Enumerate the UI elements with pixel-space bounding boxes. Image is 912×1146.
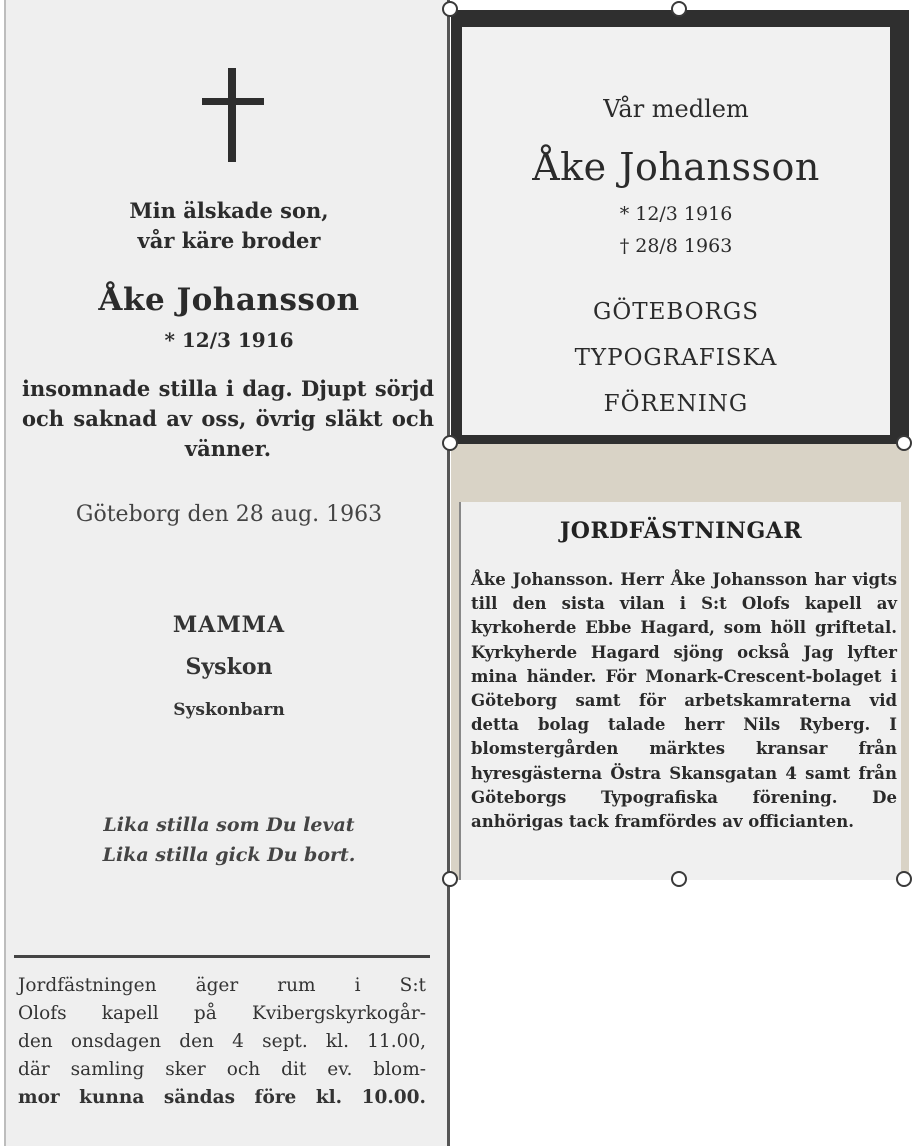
member-died: † 28/8 1963 bbox=[619, 235, 733, 257]
resize-handle-bottom-left[interactable] bbox=[442, 871, 458, 887]
funeral-line: Olofs kapell på Kvibergskyrkogår- bbox=[18, 1003, 426, 1024]
union-notice-frame bbox=[459, 24, 893, 438]
resize-handle-top-left[interactable] bbox=[442, 1, 458, 17]
intro-line-1: Min älskade son, bbox=[129, 198, 329, 223]
intro-line-2: vår käre broder bbox=[137, 228, 321, 253]
organization-name bbox=[462, 289, 890, 427]
org-line-1: GÖTEBORGS bbox=[593, 299, 759, 325]
org-line-3: FÖRENING bbox=[603, 391, 749, 417]
funeral-line: Jordfästningen äger rum i S:t bbox=[18, 975, 426, 996]
resize-handle-top-center[interactable] bbox=[671, 1, 687, 17]
burial-report-clipping bbox=[451, 444, 909, 880]
burial-report-paper bbox=[459, 502, 901, 880]
resize-handle-bottom-center[interactable] bbox=[671, 871, 687, 887]
verse-line-2: Lika stilla gick Du bort. bbox=[102, 844, 356, 866]
verse-line-1: Lika stilla som Du levat bbox=[103, 814, 355, 836]
member-label: Vår medlem bbox=[603, 95, 749, 123]
deceased-name: Åke Johansson bbox=[98, 282, 360, 318]
member-name: Åke Johansson bbox=[532, 145, 820, 189]
notice-intro bbox=[6, 196, 452, 256]
report-headline: JORDFÄSTNINGAR bbox=[559, 518, 803, 544]
notice-text: insomnade stilla i dag. Djupt sörjd och saknad av oss, övrig släkt och vänner. bbox=[22, 376, 434, 461]
member-born: * 12/3 1916 bbox=[619, 203, 733, 225]
union-notice-clipping bbox=[451, 10, 909, 444]
birth-date: * 12/3 1916 bbox=[164, 328, 294, 352]
mourner-syskon: Syskon bbox=[185, 654, 273, 680]
org-line-2: TYPOGRAFISKA bbox=[574, 345, 778, 371]
funeral-line: där samling sker och dit ev. blom- bbox=[18, 1059, 426, 1080]
death-notice-clipping bbox=[4, 0, 450, 1146]
mourner-syskonbarn: Syskonbarn bbox=[173, 700, 285, 720]
funeral-line: den onsdagen den 4 sept. kl. 11.00, bbox=[18, 1031, 426, 1052]
place-date: Göteborg den 28 aug. 1963 bbox=[75, 502, 383, 527]
cross-icon bbox=[202, 68, 264, 162]
resize-handle-middle-left[interactable] bbox=[442, 435, 458, 451]
divider bbox=[14, 955, 430, 958]
funeral-line: mor kunna sändas före kl. 10.00. bbox=[18, 1087, 426, 1108]
funeral-info bbox=[18, 972, 426, 1112]
verse bbox=[6, 810, 452, 870]
mourner-mamma: MAMMA bbox=[172, 612, 286, 638]
report-body: Åke Johansson. Herr Åke Johansson har vigts till den sista vilan i S:t Olofs kapell av kyrkoherde Ebbe Hagard, som höll griftetal. Kyrkyherde Hagard sjöng också Jag lyfter mina händer. För Monark-Crescent-bolaget i Göteborg samt för arbetskamraterna vid detta bolag talade herr Nils Ryberg. I blomstergården märktes kransar från hyresgästerna Östra Skansgatan 4 samt från Göteborgs Typografiska förening. De anhörigas tack framfördes av officianten. bbox=[471, 570, 897, 832]
resize-handle-middle-right[interactable] bbox=[896, 435, 912, 451]
resize-handle-bottom-right[interactable] bbox=[896, 871, 912, 887]
